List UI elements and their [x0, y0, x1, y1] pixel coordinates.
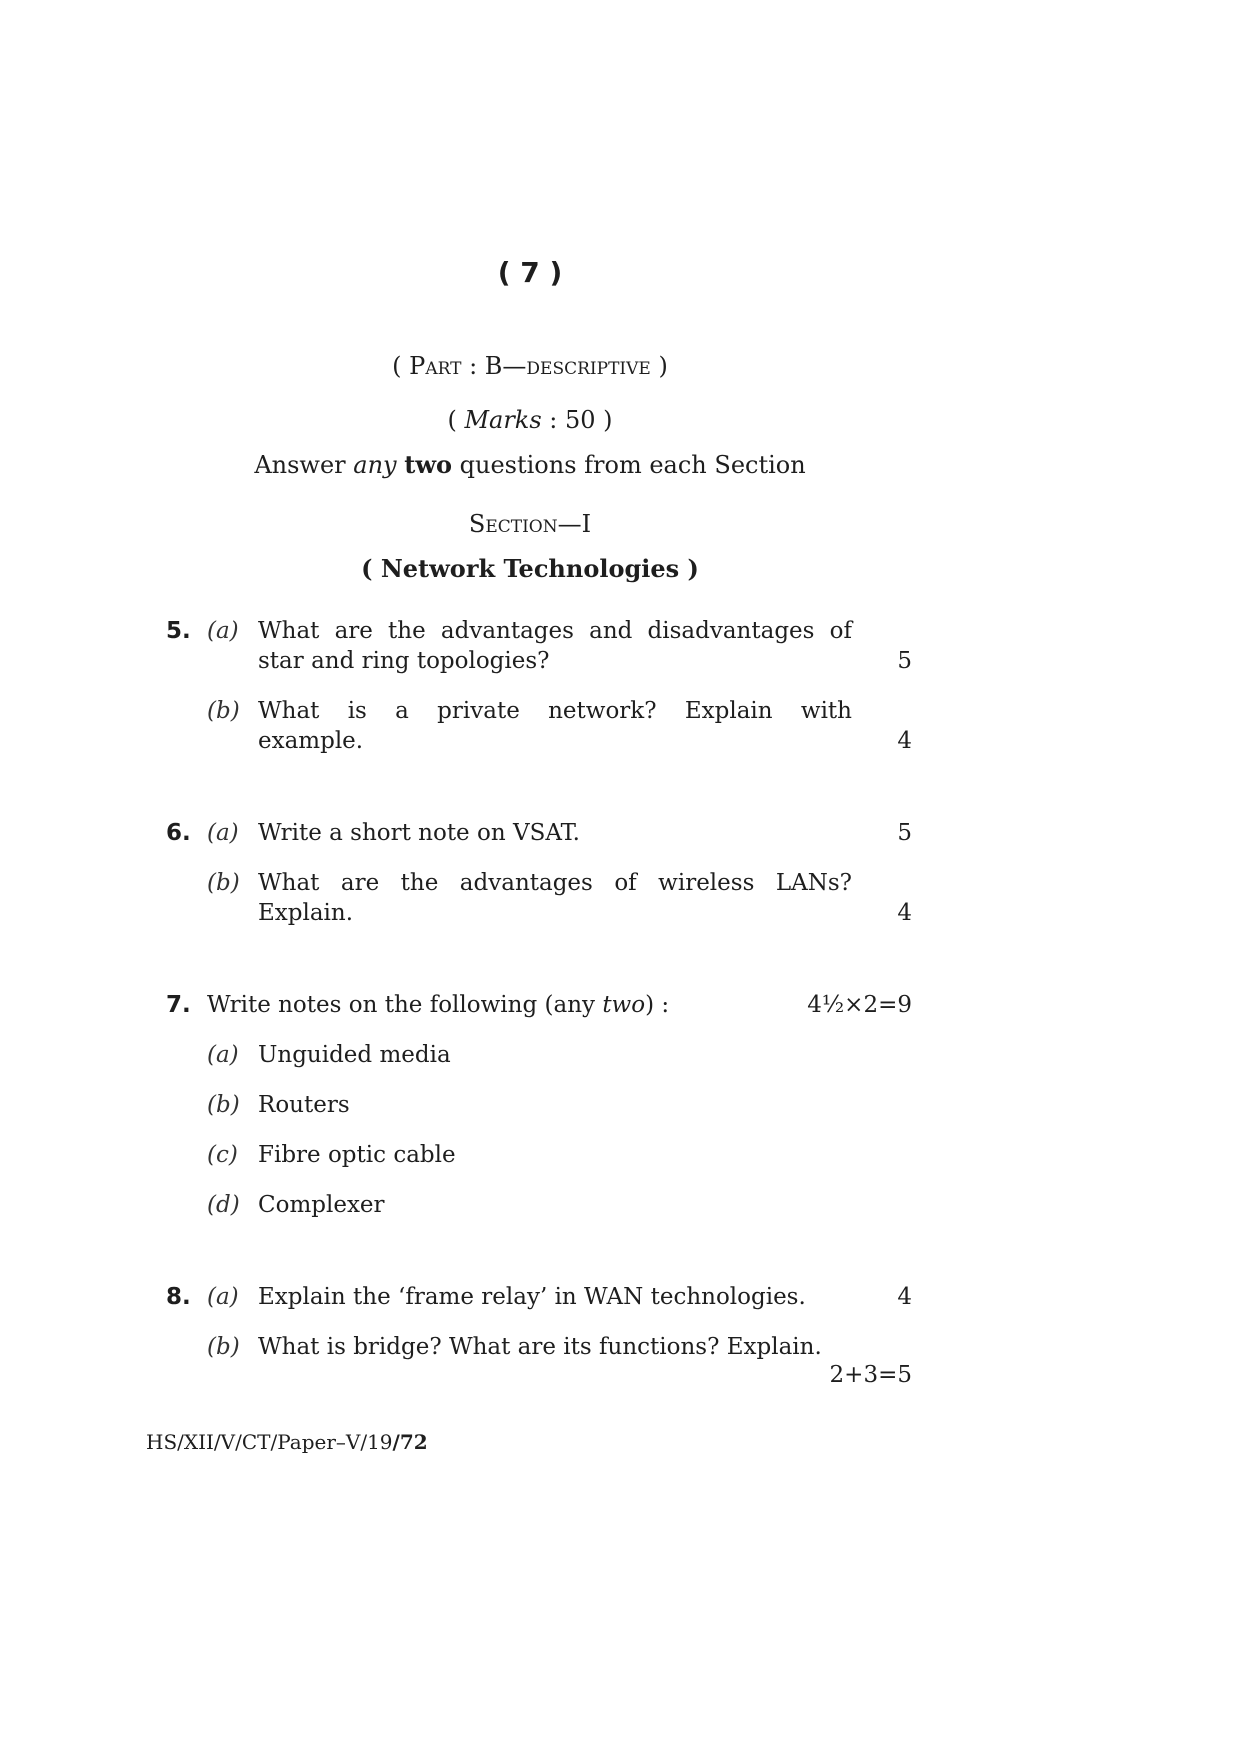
sub-label: (a)	[207, 1042, 239, 1068]
list-item: Complexer	[258, 1192, 385, 1218]
question-number-8: 8.	[166, 1284, 191, 1310]
question-text: star and ring topologies?	[258, 648, 550, 674]
question-marks: 4	[897, 728, 912, 754]
question-marks: 2+3=5	[829, 1362, 912, 1388]
question-marks: 5	[897, 820, 912, 846]
question-text: What is a private network? Explain with	[258, 698, 852, 724]
question-text: example.	[258, 728, 364, 754]
sub-label: (b)	[207, 1092, 240, 1118]
sub-label: (c)	[207, 1142, 238, 1168]
question-text: Explain.	[258, 900, 354, 926]
sub-label: (a)	[207, 1284, 239, 1310]
question-text: What is bridge? What are its functions? Explain.	[258, 1334, 822, 1360]
sub-label: (b)	[207, 698, 240, 724]
sub-label: (b)	[207, 1334, 240, 1360]
question-marks: 4	[897, 1284, 912, 1310]
question-text: Write notes on the following (any two) :	[207, 992, 670, 1018]
section-heading: Section—I	[468, 510, 592, 538]
question-text: Write a short note on VSAT.	[258, 820, 580, 846]
question-text: What are the advantages of wireless LANs?	[258, 870, 852, 896]
section-title: ( Network Technologies )	[361, 554, 699, 583]
list-item: Fibre optic cable	[258, 1142, 456, 1168]
sub-label: (b)	[207, 870, 240, 896]
question-text: What are the advantages and disadvantages of	[258, 618, 852, 644]
list-item: Routers	[258, 1092, 350, 1118]
question-number-7: 7.	[166, 992, 191, 1018]
part-heading: ( Part : B—descriptive )	[392, 352, 668, 380]
question-marks: 4	[897, 900, 912, 926]
instruction: Answer any two questions from each Section	[254, 450, 806, 479]
question-number-5: 5.	[166, 618, 191, 644]
question-text: Explain the ‘frame relay’ in WAN technologies.	[258, 1284, 806, 1310]
page-number: ( 7 )	[497, 256, 563, 289]
sub-label: (d)	[207, 1192, 240, 1218]
question-marks: 5	[897, 648, 912, 674]
paper-code: HS/XII/V/CT/Paper–V/19/72	[146, 1430, 428, 1454]
marks-heading: ( Marks : 50 )	[447, 406, 613, 434]
list-item: Unguided media	[258, 1042, 451, 1068]
question-number-6: 6.	[166, 820, 191, 846]
question-marks: 4½×2=9	[807, 992, 912, 1018]
sub-label: (a)	[207, 618, 239, 644]
sub-label: (a)	[207, 820, 239, 846]
